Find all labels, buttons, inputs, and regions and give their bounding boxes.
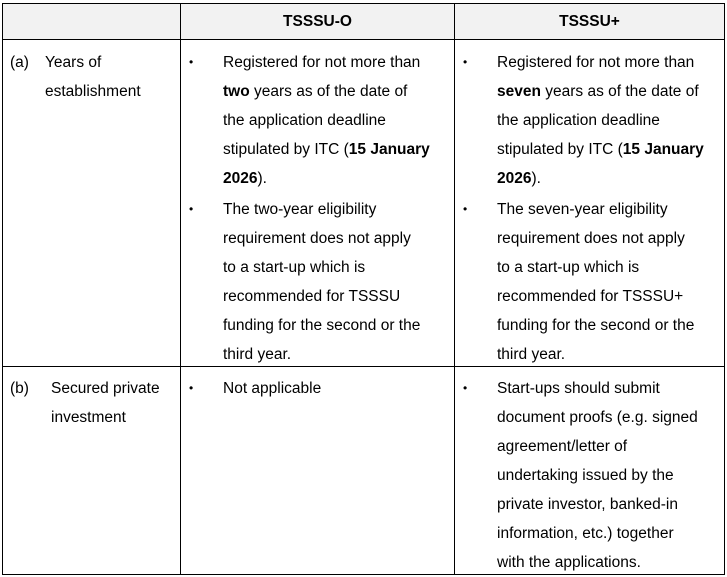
bullet-line: the application deadline [497, 112, 660, 129]
bullet-line: third year. [223, 346, 292, 363]
bullet-line: private investor, banked-in [497, 496, 678, 513]
bullet-line: The seven-year eligibility [497, 201, 668, 218]
bullet-line: funding for the second or the [223, 317, 421, 334]
bullet-line: third year. [497, 346, 566, 363]
bullet-icon: • [463, 381, 468, 395]
bullet-line: with the applications. [497, 554, 641, 571]
bullet-line: stipulated by ITC (15 January [497, 141, 704, 158]
header-tsssu-o: TSSSU-O [283, 13, 352, 30]
grid-line [724, 40, 725, 575]
row-letter: (b) [10, 380, 29, 397]
grid-line [180, 40, 181, 575]
criterion-line: establishment [45, 83, 141, 100]
bullet-line: undertaking issued by the [497, 467, 674, 484]
bullet-line: to a start-up which is [497, 259, 640, 276]
criterion-line: Secured private [51, 380, 160, 397]
bullet-line: Registered for not more than [497, 54, 695, 71]
bullet-icon: • [189, 202, 194, 216]
bullet-line: two years as of the date of [223, 83, 408, 100]
bullet-line: 2026). [497, 170, 541, 187]
bullet-line: 2026). [223, 170, 267, 187]
header-cell-tsssu-o [180, 3, 454, 40]
bullet-line: The two-year eligibility [223, 201, 377, 218]
bullet-icon: • [189, 381, 194, 395]
bullet-line: recommended for TSSSU [223, 288, 401, 305]
bullet-icon: • [463, 202, 468, 216]
criterion-line: investment [51, 409, 126, 426]
bullet-line: Start-ups should submit [497, 380, 660, 397]
bullet-line: funding for the second or the [497, 317, 695, 334]
bullet-line: seven years as of the date of [497, 83, 699, 100]
row-letter: (a) [10, 54, 29, 71]
header-cell-tsssu-plus [454, 3, 725, 40]
header-tsssu-plus: TSSSU+ [559, 13, 620, 30]
bullet-line: requirement does not apply [497, 230, 685, 247]
eligibility-table [2, 3, 725, 575]
bullet-line: document proofs (e.g. signed [497, 409, 698, 426]
bullet-icon: • [463, 55, 468, 69]
bullet-line: information, etc.) together [497, 525, 674, 542]
bullet-line: Registered for not more than [223, 54, 421, 71]
bullet-line: Not applicable [223, 380, 322, 397]
bullet-line: requirement does not apply [223, 230, 411, 247]
bullet-line: to a start-up which is [223, 259, 366, 276]
header-cell-blank [2, 3, 180, 40]
criterion-line: Years of [45, 54, 102, 71]
grid-line [2, 40, 3, 575]
bullet-line: recommended for TSSSU+ [497, 288, 684, 305]
grid-line [454, 40, 455, 575]
bullet-line: agreement/letter of [497, 438, 628, 455]
bullet-line: the application deadline [223, 112, 386, 129]
bullet-line: stipulated by ITC (15 January [223, 141, 430, 158]
bullet-icon: • [189, 55, 194, 69]
row-divider [2, 366, 725, 367]
